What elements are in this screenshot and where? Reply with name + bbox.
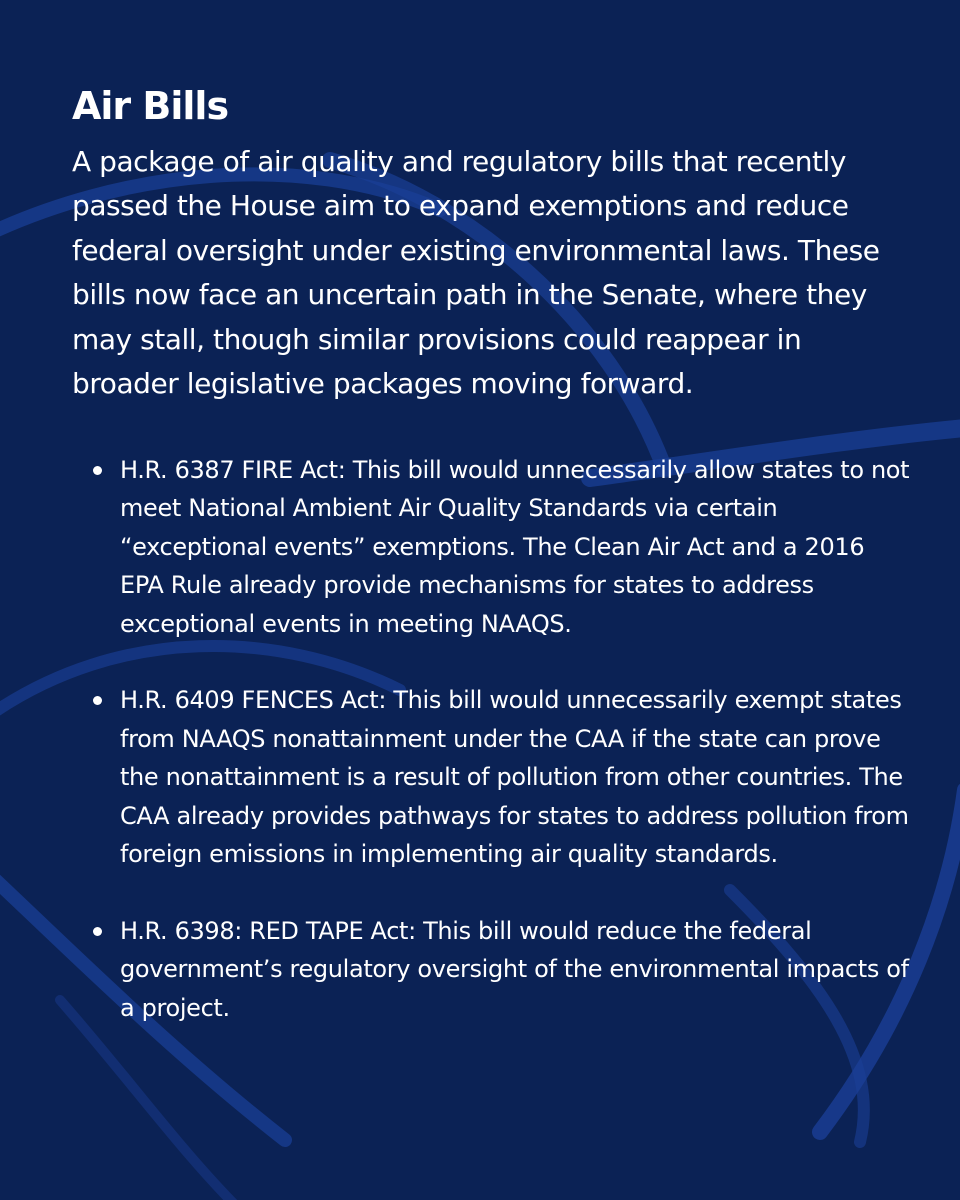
bill-text: H.R. 6387 FIRE Act: This bill would unnecessarily allow states to not meet National Ambient Air Quality Standards via certain “exceptional events” exemptions. The Clean Air Act and a 2016 EPA Rule already provide mechanisms for states to address exceptional events in meeting NAAQS. xyxy=(120,455,910,638)
article xyxy=(72,84,910,1027)
page-title: Air Bills xyxy=(72,84,229,128)
bill-list xyxy=(72,451,910,1028)
bullet-icon xyxy=(93,696,102,705)
intro-paragraph: A package of air quality and regulatory bills that recently passed the House aim to expand exemptions and reduce federal oversight under existing environmental laws. These bills now face an uncertain path in the Senate, where they may stall, though similar provisions could reappear in broader legislative packages moving forward. xyxy=(72,144,880,401)
bill-text: H.R. 6398: RED TAPE Act: This bill would reduce the federal government’s regulatory oversight of the environmental impacts of a project. xyxy=(120,916,909,1022)
bullet-icon xyxy=(93,466,102,475)
bill-item-fences-act xyxy=(120,681,910,874)
bill-item-fire-act xyxy=(120,451,910,644)
bill-item-red-tape-act xyxy=(120,912,910,1028)
bullet-icon xyxy=(93,927,102,936)
bill-text: H.R. 6409 FENCES Act: This bill would unnecessarily exempt states from NAAQS nonattainment under the CAA if the state can prove the nonattainment is a result of pollution from other countries. The CAA already provides pathways for states to address pollution from foreign emissions in implementing air quality standards. xyxy=(120,686,909,869)
